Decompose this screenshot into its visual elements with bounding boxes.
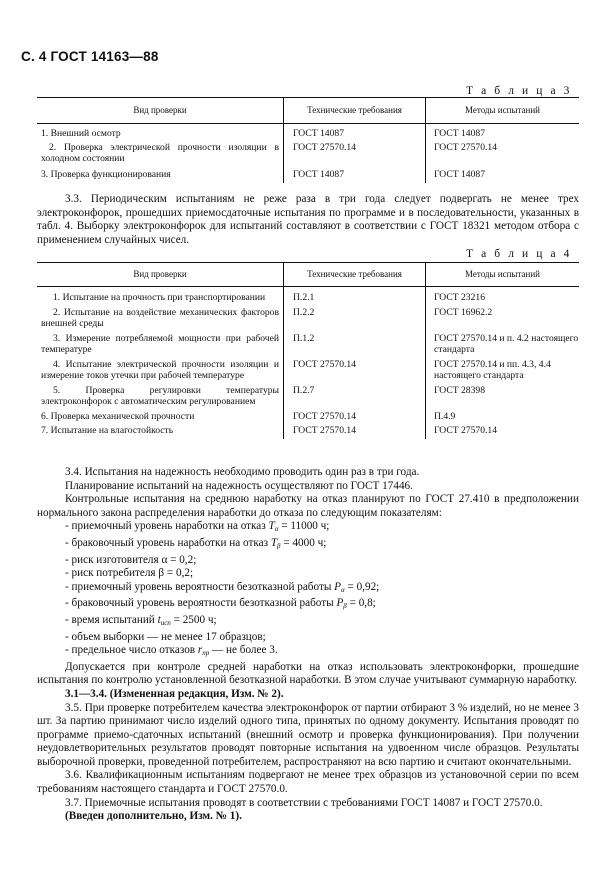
table4-col-header: Вид проверки xyxy=(37,263,284,287)
table3 xyxy=(37,97,579,183)
table-cell: ГОСТ 14087 xyxy=(284,164,426,183)
table-cell: П.2.7 xyxy=(284,381,426,407)
table-cell: ГОСТ 14087 xyxy=(426,164,580,183)
table-cell: ГОСТ 16962.2 xyxy=(426,303,580,329)
list-item: - браковочный уровень вероятности безотказной работы $P_\beta = 0,8$; xyxy=(65,597,376,611)
table-row xyxy=(37,164,579,183)
table-row xyxy=(37,355,579,381)
list-item: - объем выборки — не менее 17 образцов; xyxy=(65,630,266,643)
table-cell: П.2.2 xyxy=(284,303,426,329)
table-cell: 3. Измерение потребляемой мощности при рабочей температуре xyxy=(41,333,279,355)
table3-caption: Т а б л и ц а 3 xyxy=(465,85,572,97)
paragraph-3-6: 3.6. Квалификационным испытаниям подвергают не менее трех образцов из установочной серии по всем требованиям настоящего стандарта и ГОСТ 27570.0. xyxy=(37,769,579,796)
table-row xyxy=(37,422,579,439)
table-cell: ГОСТ 27570.14 и пп. 4.3, 4.4 настоящего стандарта xyxy=(426,355,580,381)
body-section xyxy=(37,466,579,824)
table-cell: ГОСТ 27570.14 xyxy=(426,422,580,439)
table-cell: 1. Внешний осмотр xyxy=(41,128,121,139)
paragraph-control: Контрольные испытания на среднюю наработку на отказ планируют по ГОСТ 27.410 в предположении нормального закона распределения наработки до отказа по следующим показателям: xyxy=(37,493,579,519)
amendment-note: 3.1—3.4. (Измененная редакция, Изм. № 2). xyxy=(65,687,284,700)
list-item: - предельное число отказов $r_{пр}$ — не более 3. xyxy=(65,644,278,658)
table4-col-header: Методы испытаний xyxy=(426,263,580,287)
table-cell: ГОСТ 14087 xyxy=(426,124,580,140)
table-row xyxy=(37,139,579,164)
list-item: - риск потребителя β = 0,2; xyxy=(65,567,194,580)
table4-caption: Т а б л и ц а 4 xyxy=(465,248,572,260)
table-cell: 3. Проверка функционирования xyxy=(41,169,171,180)
table-cell: П.1.2 xyxy=(284,329,426,355)
list-item: - браковочный уровень наработки на отказ $T_\beta = 4000$ ч; xyxy=(65,536,327,550)
table-row xyxy=(37,329,579,355)
list-item: - риск изготовителя α = 0,2; xyxy=(65,553,197,566)
table4-col-header: Технические требования xyxy=(284,263,426,287)
table-cell: 7. Испытание на влагостойкость xyxy=(41,425,174,436)
table-row xyxy=(37,381,579,407)
table-cell: ГОСТ 27570.14 xyxy=(284,139,426,164)
table3-col-header: Вид проверки xyxy=(37,98,284,124)
table-cell: ГОСТ 27570.14 xyxy=(284,355,426,381)
table-cell: П.2.1 xyxy=(284,287,426,304)
table-cell: ГОСТ 27570.14 xyxy=(284,407,426,422)
table-cell: 5. Проверка регулировки температуры электроконфорок с автоматическим регулированием xyxy=(41,385,279,407)
amendment-note: (Введен дополнительно, Изм. № 1). xyxy=(65,810,242,823)
table-row xyxy=(37,303,579,329)
table-cell: 6. Проверка механической прочности xyxy=(41,411,195,422)
table3-col-header: Методы испытаний xyxy=(426,98,580,124)
list-item: - приемочный уровень вероятности безотказной работы $P_\alpha = 0,92$; xyxy=(65,580,380,594)
table-cell: 2. Проверка электрической прочности изоляции в холодном состоянии xyxy=(41,142,279,164)
table-cell: ГОСТ 27570.14 xyxy=(284,422,426,439)
table-cell: ГОСТ 28398 xyxy=(426,381,580,407)
table-cell: ГОСТ 27570.14 xyxy=(426,139,580,164)
table-cell: 1. Испытание на прочность при транспортировании xyxy=(53,292,266,303)
table-cell: 2. Испытание на воздействие механических факторов внешней среды xyxy=(41,307,279,329)
list-item: - время испытаний $t_{исп} = 2500$ ч; xyxy=(65,613,217,627)
table-row xyxy=(37,287,579,304)
page-header: С. 4 ГОСТ 14163—88 xyxy=(21,49,159,64)
paragraph-allowed: Допускается при контроле средней наработки на отказ использовать электроконфорки, прошедшие испытания по контролю установленной безотказной наработки. В этом случае учитывают суммарную наработку. xyxy=(37,660,579,687)
table-cell: ГОСТ 23216 xyxy=(426,287,580,304)
paragraph-3-5: 3.5. При проверке потребителем качества электроконфорок от партии отбирают 3 % изделий, но не менее 3 шт. За партию принимают число изделий одного типа, принятых по одному документу. Испытания проводят по программе приемо-сдаточных испытаний (внешний осмотр и проверка функционирования). При получении неудовлетворительных результатов проводят повторные испытания на удвоенном числе образцов. Результаты выборочной проверки, проведенной потребителем, распространяют на всю партию и считают окончательными. xyxy=(37,701,579,768)
paragraph-3-3: 3.3. Периодическим испытаниям не реже раза в три года следует подвергать не менее трех электроконфорок, прошедших приемосдаточные испытания по программе и в последовательности, указанных в табл. 4. Выборку электроконфорок для испытаний составляют в соответствии с ГОСТ 18321 методом отбора с применением случайных чисел. xyxy=(37,193,579,246)
table-row xyxy=(37,124,579,140)
table-cell: П.4.9 xyxy=(426,407,580,422)
paragraph-planning: Планирование испытаний на надежность осуществляют по ГОСТ 17446. xyxy=(65,479,413,492)
para-3-3-block xyxy=(37,193,579,247)
table4 xyxy=(37,262,579,439)
table-cell: ГОСТ 27570.14 и п. 4.2 настоящего стандарта xyxy=(426,329,580,355)
paragraph-3-4: 3.4. Испытания на надежность необходимо проводить один раз в три года. xyxy=(65,466,420,478)
table-row xyxy=(37,407,579,422)
table3-col-header: Технические требования xyxy=(284,98,426,124)
paragraph-3-7: 3.7. Приемочные испытания проводят в соответствии с требованиями ГОСТ 14087 и ГОСТ 27570.0. xyxy=(65,796,543,809)
list-item: - приемочный уровень наработки на отказ $T_\alpha = 11000$ ч; xyxy=(65,520,330,534)
table-cell: ГОСТ 14087 xyxy=(284,124,426,140)
table-cell: 4. Испытание электрической прочности изоляции и измерение токов утечки при рабочей температуре xyxy=(41,359,279,381)
